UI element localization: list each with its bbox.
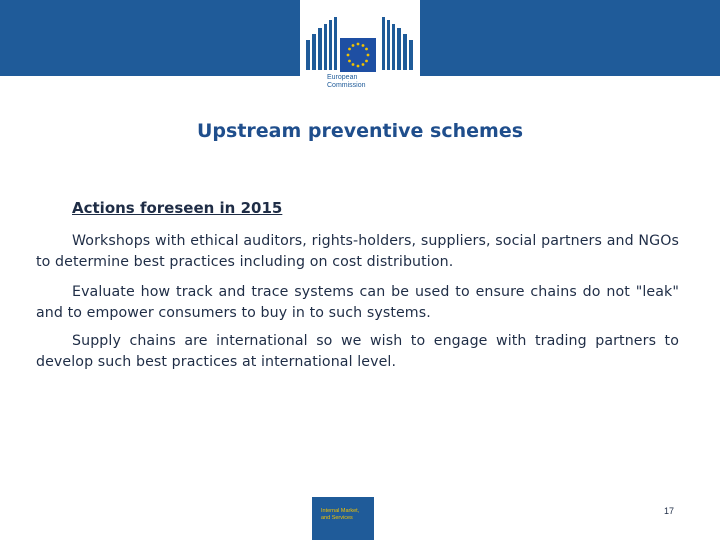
dg-line-1: Internal Market, <box>321 508 360 514</box>
logo-line-2: Commission <box>327 82 366 89</box>
paragraph-workshops: Workshops with ethical auditors, rights-holders, suppliers, social partners and NGOs to determine best practices including on cost distribution. <box>36 233 679 270</box>
paragraph-supply-chains: Supply chains are international so we wish to engage with trading partners to develop such best practices at international level. <box>36 333 679 370</box>
dg-logo <box>312 497 374 540</box>
commission-logo <box>300 0 420 100</box>
page-number: 17 <box>664 506 675 516</box>
slide-title: Upstream preventive schemes <box>196 120 524 142</box>
paragraph-track-trace: Evaluate how track and trace systems can be used to ensure chains do not "leak" and to empower consumers to buy in to such systems. <box>36 284 679 321</box>
logo-line-1: European <box>327 74 358 81</box>
berlaymont-logo-icon <box>300 0 420 76</box>
section-heading: Actions foreseen in 2015 <box>72 199 283 217</box>
dg-line-2: and Services <box>321 515 353 521</box>
dg-logo-text <box>321 508 359 522</box>
logo-label <box>327 74 366 90</box>
